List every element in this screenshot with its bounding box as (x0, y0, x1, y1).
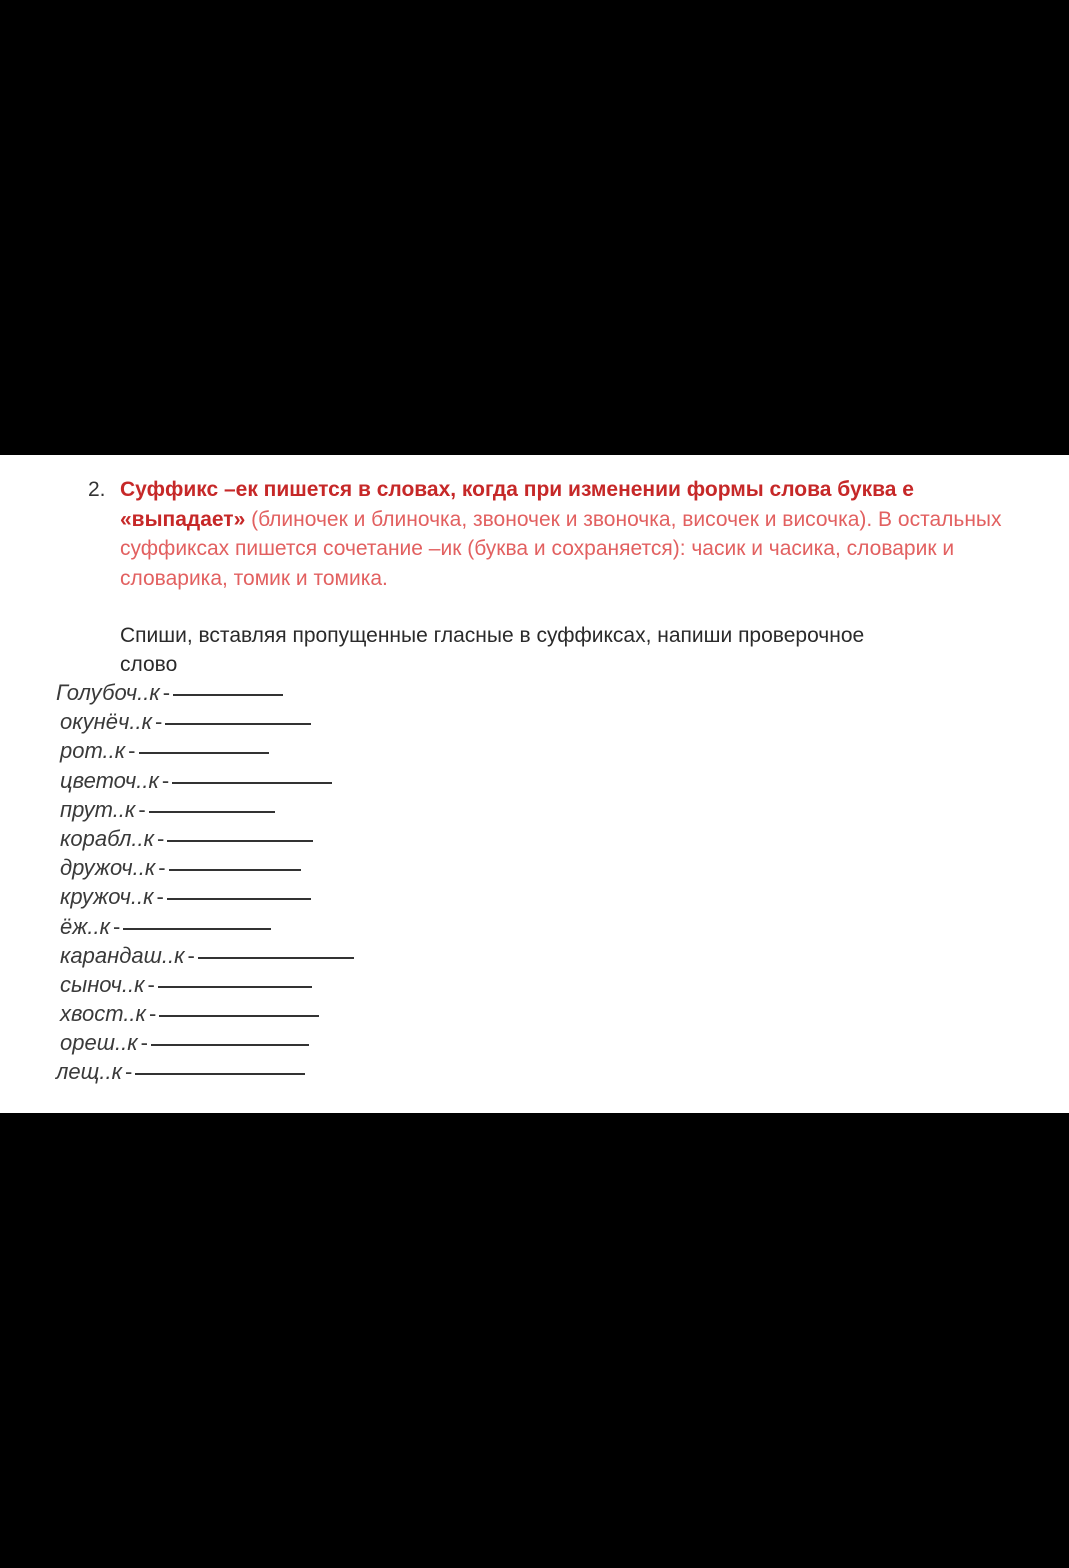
word-dash: - (124, 1059, 133, 1085)
word-text: рот..к (60, 738, 126, 764)
word-dash: - (154, 709, 163, 735)
word-text: цветоч..к (60, 767, 159, 793)
word-text: Голубоч..к (56, 680, 160, 705)
answer-blank-line[interactable] (158, 985, 312, 988)
word-row (56, 914, 354, 943)
answer-blank-line[interactable] (173, 693, 283, 696)
word-dash: - (156, 884, 164, 910)
word-row (56, 1059, 354, 1088)
answer-blank-line[interactable] (172, 781, 332, 784)
word-row (56, 1001, 354, 1030)
word-row (56, 855, 354, 884)
rule-paragraph (88, 475, 1028, 593)
word-row (56, 680, 354, 709)
word-text: дружоч..к (60, 855, 156, 881)
word-row (56, 768, 354, 797)
rule-number: 2. (88, 478, 106, 501)
word-row (56, 972, 354, 1001)
word-dash: - (161, 767, 170, 793)
word-text: хвост..к (60, 1001, 146, 1027)
word-text: сыноч..к (60, 971, 145, 997)
answer-blank-line[interactable] (198, 956, 354, 959)
answer-blank-line[interactable] (165, 722, 311, 725)
answer-blank-line[interactable] (139, 751, 269, 754)
rule-examples-text: (блиночек и блиночка, звоночек и звоночка, височек и височка). В остальных суффиксах пишется сочетание –ик (буква и сохраняется): часик и часика, словарик и словарика, томик и томика. (120, 507, 1002, 590)
word-text: корабл..к (60, 825, 155, 851)
answer-blank-line[interactable] (169, 868, 301, 871)
word-row (56, 797, 354, 826)
word-dash: - (112, 913, 121, 939)
answer-blank-line[interactable] (167, 839, 313, 842)
word-dash: - (148, 1001, 157, 1027)
word-text: окунёч..к (60, 709, 152, 735)
answer-blank-line[interactable] (149, 810, 275, 813)
word-row (56, 943, 354, 972)
word-row (56, 738, 354, 767)
word-text: кружоч..к (60, 884, 154, 910)
rule-bold-text: Суффикс –ек пишется в словах, когда при изменении формы слова буква е «выпадает» (120, 478, 914, 531)
word-row (56, 884, 354, 913)
answer-blank-line[interactable] (167, 897, 311, 900)
word-dash: - (157, 825, 165, 851)
word-text: лещ..к (56, 1059, 122, 1085)
answer-blank-line[interactable] (159, 1014, 319, 1017)
word-row (56, 709, 354, 738)
rule-text (120, 475, 1028, 593)
word-dash: - (128, 738, 136, 764)
word-dash: - (140, 1030, 148, 1056)
answer-blank-line[interactable] (151, 1043, 309, 1046)
word-dash: - (147, 971, 155, 997)
word-list (56, 680, 354, 1089)
word-row (56, 826, 354, 855)
answer-blank-line[interactable] (123, 927, 271, 930)
word-text: ёж..к (60, 913, 110, 939)
task-instruction: Спиши, вставляя пропущенные гласные в суффиксах, напиши проверочное слово (120, 624, 865, 676)
word-dash: - (138, 796, 146, 822)
word-dash: - (158, 855, 166, 881)
word-text: ореш..к (60, 1030, 138, 1056)
answer-blank-line[interactable] (135, 1072, 305, 1075)
word-row (56, 1030, 354, 1059)
word-text: прут..к (60, 796, 136, 822)
word-dash: - (187, 942, 195, 968)
worksheet-page (0, 455, 1069, 1113)
word-dash: - (162, 680, 171, 705)
word-text: карандаш..к (60, 942, 185, 968)
